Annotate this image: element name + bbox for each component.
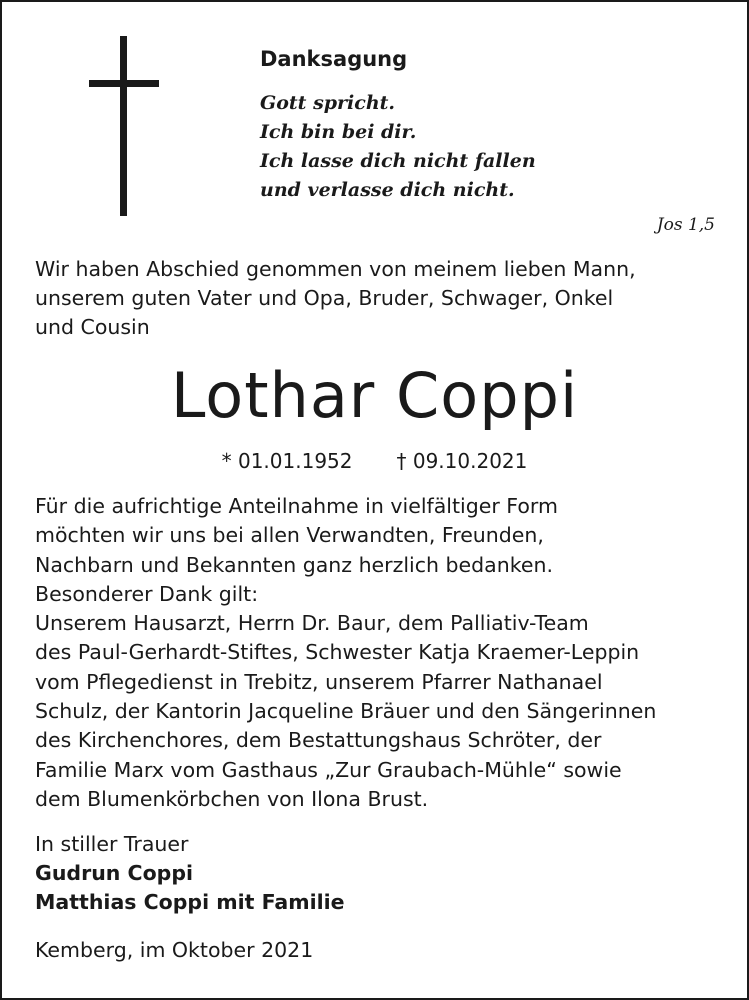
thanks-line: Nachbarn und Bekannten ganz herzlich bedanken. xyxy=(35,552,553,577)
notice-heading: Danksagung xyxy=(260,47,408,71)
intro-text xyxy=(35,255,725,342)
verse-line: Ich lasse dich nicht fallen xyxy=(260,150,536,172)
life-dates xyxy=(2,448,747,474)
thanks-line: Besonderer Dank gilt: xyxy=(35,581,259,606)
verse-line: Ich bin bei dir. xyxy=(260,121,417,143)
deceased-name: Lothar Coppi xyxy=(170,359,579,432)
birth-date: * 01.01.1952 xyxy=(221,449,353,473)
thanks-line: des Paul-Gerhardt-Stiftes, Schwester Katja Kraemer-Leppin xyxy=(35,640,640,665)
intro-line: Wir haben Abschied genommen von meinem lieben Mann, xyxy=(35,257,636,281)
bible-verse xyxy=(260,89,536,205)
thanks-text xyxy=(35,492,735,814)
mourning-label: In stiller Trauer xyxy=(35,832,189,856)
mourners-block xyxy=(35,830,345,917)
intro-line: und Cousin xyxy=(35,315,150,339)
verse-reference: Jos 1,5 xyxy=(656,215,715,235)
intro-line: unserem guten Vater und Opa, Bruder, Schwager, Onkel xyxy=(35,286,614,310)
mourner-name: Matthias Coppi mit Familie xyxy=(35,890,345,914)
mourner-name: Gudrun Coppi xyxy=(35,861,194,885)
thanks-line: Unserem Hausarzt, Herrn Dr. Baur, dem Palliativ-Team xyxy=(35,611,589,636)
place-and-date: Kemberg, im Oktober 2021 xyxy=(35,938,314,962)
thanks-line: Für die aufrichtige Anteilnahme in vielfältiger Form xyxy=(35,494,558,518)
thanks-line: Familie Marx vom Gasthaus „Zur Graubach-Mühle“ sowie xyxy=(35,757,622,782)
thanks-line: Schulz, der Kantorin Jacqueline Bräuer und den Sängerinnen xyxy=(35,699,657,724)
verse-line: Gott spricht. xyxy=(260,92,396,114)
cross-icon xyxy=(89,36,159,216)
thanks-line: möchten wir uns bei allen Verwandten, Freunden, xyxy=(35,523,544,548)
death-date: † 09.10.2021 xyxy=(396,449,528,473)
verse-line: und verlasse dich nicht. xyxy=(260,179,515,201)
thanks-line: dem Blumenkörbchen von Ilona Brust. xyxy=(35,786,429,811)
thanks-line: vom Pflegedienst in Trebitz, unserem Pfarrer Nathanael xyxy=(35,669,603,694)
thanks-line: des Kirchenchores, dem Bestattungshaus Schröter, der xyxy=(35,728,602,753)
